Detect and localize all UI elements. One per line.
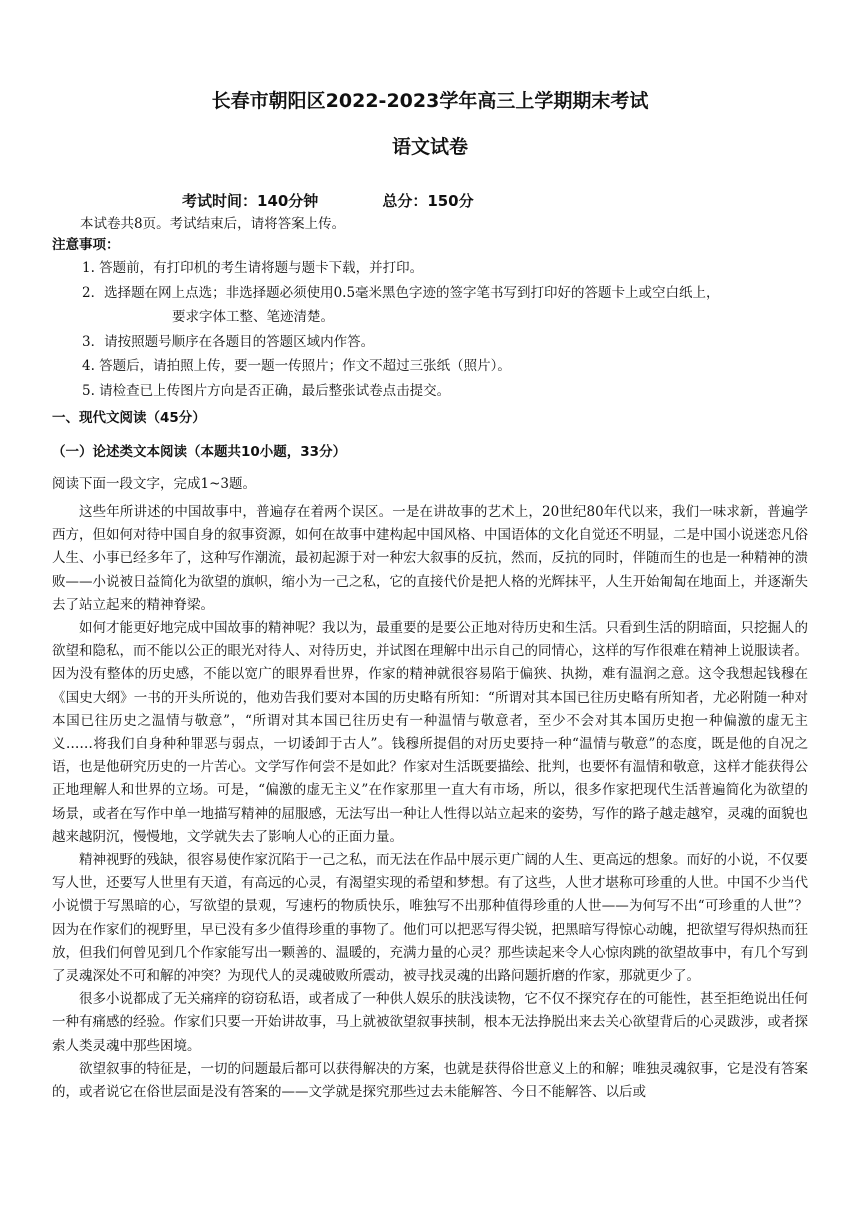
exam-info	[182, 190, 808, 212]
exam-time: 考试时间：140分钟	[182, 192, 319, 210]
exam-total-score: 总分：150分	[382, 192, 474, 210]
passage-paragraph: 很多小说都成了无关痛痒的窃窃私语，或者成了一种供人娱乐的肤浅读物，它不仅不探究存在的可能性，甚至拒绝说出任何一种有痛感的经验。作家们只要一开始讲故事，马上就被欲望叙事挟制，根本无法挣脱出来去关心欲望背后的心灵跋涉，或者探索人类灵魂中那些困境。	[52, 991, 808, 1054]
reading-instruction: 阅读下面一段文字，完成1~3题。	[52, 476, 256, 492]
passage-paragraph: 欲望叙事的特征是，一切的问题最后都可以获得解决的方案，也就是获得俗世意义上的和解；唯独灵魂叙事，它是没有答案的，或者说它在俗世层面是没有答案的——文学就是探究那些过去未能解答、今日不能解答、以后或	[52, 1060, 808, 1101]
notice-heading: 注意事项：	[52, 237, 120, 253]
exam-intro: 本试卷共8页。考试结束后，请将答案上传。	[80, 216, 346, 232]
notice-item: 3．请按照题号顺序在各题目的答题区域内作答。	[82, 333, 375, 350]
notice-item: 1. 答题前，有打印机的考生请将题与题卡下载，并打印。	[82, 260, 424, 276]
notice-item: 5. 请检查已上传图片方向是否正确，最后整张试卷点击提交。	[82, 382, 451, 399]
passage-paragraph: 精神视野的残缺，很容易使作家沉陷于一己之私，而无法在作品中展示更广阔的人生、更高远的想象。而好的小说，不仅要写人世，还要写人世里有天道，有高远的心灵，有渴望实现的希望和梦想。有了这些，人世才堪称可珍重的人世。中国不少当代小说惯于写黑暗的心，写欲望的景观，写速朽的物质快乐，唯独写不出那种值得珍重的人世——为何写不出“可珍重的人世”？因为在作家们的视野里，早已没有多少值得珍重的事物了。他们可以把恶写得尖锐，把黑暗写得惊心动魄，把欲望写得炽热而狂放，但我们何曾见到几个作家能写出一颗善的、温暖的，充满力量的心灵？那些读起来令人心惊肉跳的欲望故事中，有几个写到了灵魂深处不可和解的冲突？为现代人的灵魂破败所震动，被寻找灵魂的出路问题折磨的作家，那就更少了。	[52, 852, 808, 985]
subsection-heading: （一）论述类文本阅读（本题共10小题，33分）	[52, 444, 347, 460]
notice-item: 2．选择题在网上点选；非选择题必须使用0.5毫米黑色字迹的签字笔书写到打印好的答题卡上或空白纸上， 要求字体工整、笔迹清楚。	[52, 281, 808, 330]
passage-paragraph: 如何才能更好地完成中国故事的精神呢？我以为，最重要的是要公正地对待历史和生活。只看到生活的阴暗面，只挖掘人的欲望和隐私，而不能以公正的眼光对待人、对待历史，并试图在理解中出示自己的同情心，这样的写作很难在精神上说服读者。因为没有整体的历史感，不能以宽广的眼界看世界，作家的精神就很容易陷于偏狭、执拗，难有温润之意。这令我想起钱穆在《国史大纲》一书的开头所说的，他劝告我们要对本国的历史略有所知：“所谓对其本国已往历史略有所知者，尤必附随一种对本国已往历史之温情与敬意”，“所谓对其本国已往历史有一种温情与敬意者，至少不会对其本国历史抱一种偏激的虚无主义……将我们自身种种罪恶与弱点，一切诿卸于古人”。钱穆所提倡的对历史要持一种“温情与敬意”的态度，既是他的自况之语，也是他研究历史的一片苦心。文学写作何尝不是如此？作家对生活既要描绘、批判，也要怀有温情和敬意，这样才能获得公正地理解人和世界的立场。可是，“偏激的虚无主义”在作家那里一直大有市场，所以，很多作家把现代生活普遍简化为欲望的场景，或者在写作中单一地描写精神的屈服感，无法写出一种让人性得以站立起来的姿势，写作的路子越走越窄，灵魂的面貌也越来越阴沉，慢慢地，文学就失去了影响人心的正面力量。	[52, 620, 808, 845]
notice-list	[52, 256, 808, 403]
section-heading: 一、现代文阅读（45分）	[52, 410, 206, 426]
notice-item: 4. 答题后，请拍照上传，要一题一传照片；作文不超过三张纸（照片）。	[82, 358, 511, 374]
exam-subtitle: 语文试卷	[391, 136, 468, 158]
reading-passage	[52, 501, 808, 1104]
exam-title: 长春市朝阳区2022-2023学年高三上学期期末考试	[211, 90, 649, 112]
notice-item-continuation: 要求字体工整、笔迹清楚。	[172, 309, 334, 325]
passage-paragraph: 这些年所讲述的中国故事中，普遍存在着两个误区。一是在讲故事的艺术上，20世纪80年代以来，我们一味求新，普遍学西方，但如何对待中国自身的叙事资源，如何在故事中建构起中国风格、中国语体的文化自觉还不明显，二是中国小说迷恋凡俗人生、小事已经多年了，这种写作潮流，最初起源于对一种宏大叙事的反抗，然而，反抗的同时，伴随而生的也是一种精神的溃败——小说被日益简化为欲望的旗帜，缩小为一己之私，它的直接代价是把人格的光辉抹平，人生开始匍匐在地面上，并逐渐失去了站立起来的精神脊梁。	[52, 504, 808, 613]
